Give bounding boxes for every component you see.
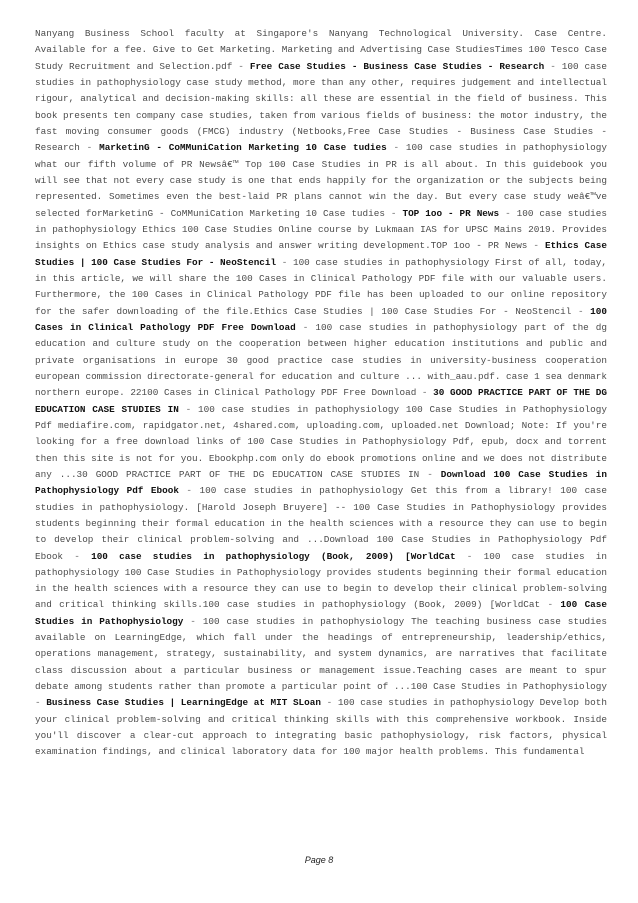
- separator-text: -: [178, 485, 200, 497]
- separator-text: -: [232, 60, 250, 72]
- body-text: [35, 26, 607, 761]
- separator-text: -: [571, 305, 591, 317]
- separator-text: -: [79, 142, 100, 154]
- separator-text: -: [178, 403, 199, 415]
- body-paragraph-text: 100 case studies in pathophysiology 100 Case Studies in Pathophysiology Pdf mediafire.com, rapidgator.net, 4shared.com, uploading.com, uploaded.net Download; Note: If you're looking for a free download links of 100 Case Studies in Pathophysiology Pdf, epub, docx and torrent then this site is not for you. Ebookphp.com only do ebook promotions online and we does not distribute any ...30 GOOD PRACTICE PART OF THE DG EDUCATION CASE STUDIES IN: [35, 403, 607, 480]
- bold-link-text: TOP 1oo - PR News: [402, 207, 500, 219]
- body-paragraph-text: 100 case studies in pathophysiology Get this from a library! 100 case studies in pathophysiology. [Harold Joseph Bruyere] -- 100 Case Studies in Pathophysiology provides students beginning their formal education in the health sciences with a resource they can use to begin to develop their clinical problem-solving and ...Download 100 Case Studies in Pathophysiology Pdf Ebook: [35, 485, 608, 562]
- bold-link-text: 100 Case Studies in Pathophysiology: [35, 599, 607, 627]
- separator-text: -: [540, 599, 561, 611]
- bold-link-text: 100 Cases in Clinical Pathology PDF Free Download: [35, 305, 607, 333]
- bold-link-text: Ethics Case Studies | 100 Case Studies For - NeoStencil: [35, 240, 607, 268]
- bold-link-text: MarketinG - CoMMuniCation Marketing 10 Case tudies: [99, 142, 387, 154]
- separator-text: -: [499, 207, 517, 219]
- separator-text: -: [183, 615, 203, 627]
- separator-text: -: [35, 697, 47, 709]
- separator-text: -: [276, 256, 293, 268]
- separator-text: -: [320, 697, 338, 709]
- separator-text: -: [527, 240, 545, 252]
- bold-link-text: 100 case studies in pathophysiology (Book, 2009) [WorldCat: [91, 550, 456, 562]
- separator-text: -: [455, 550, 484, 562]
- separator-text: -: [544, 60, 562, 72]
- bold-link-text: Free Case Studies - Business Case Studies - Research: [249, 60, 545, 72]
- separator-text: -: [295, 321, 316, 333]
- body-paragraph-text: Nanyang Business School faculty at Singapore's Nanyang Technological University. Case Centre. Available for a fee. Give to Get Marketing. Marketing and Advertising Case StudiesTimes 100 Tesco Case Study Recruitment and Selection.pdf: [35, 28, 607, 72]
- body-paragraph-text: 100 case studies in pathophysiology 100 Case Studies in Pathophysiology provides students beginning their formal education in the health sciences with a resource they can use to begin to develop their clinical problem-solving and critical thinking skills.100 case studies in pathophysiology (Book, 2009) [WorldCat: [35, 550, 607, 611]
- body-paragraph-text: 100 case studies in pathophysiology what our fifth volume of PR Newsâ€™ Top 100 Case Studies in PR is all about. In this guidebook you will see that not every case study is one that ends happily for the organization or the subjects being represented. Sometimes even the best-laid PR plans cannot win the day. But every case study weâ€™ve selected forMarketinG - CoMMuniCation Marketing 10 Case tudies: [35, 142, 607, 219]
- separator-text: -: [416, 387, 434, 399]
- separator-text: -: [386, 142, 406, 154]
- bold-link-text: Download 100 Case Studies in Pathophysiology Pdf Ebook: [35, 468, 607, 497]
- body-paragraph-text: 100 case studies in pathophysiology Ethics 100 Case Studies Online course by Lukmaan IAS for UPSC Mains 2019. Provides insights on Ethics case study analysis and answer writing development.TOP 1oo - PR News: [35, 207, 608, 252]
- body-paragraph-text: 100 case studies in pathophysiology The teaching business case studies available on LearningEdge, which fall under the headings of entrepreneurship, leadership/ethics, operations management, strategy, sustainability, and system dynamics, are narratives that facilitate class discussion about a particular business or management issue.Teaching cases are meant to spur debate among students rather than promote a particular point of ...100 Case Studies in Pathophysiology: [35, 615, 607, 693]
- body-paragraph-text: 100 case studies in pathophysiology First of all, today, in this article, we will share the 100 Cases in Clinical Pathology PDF file with our valuable users. Furthermore, the 100 Cases in Clinical Pathology PDF file has been uploaded to our online repository for the safer downloading of the file.Ethics Case Studies | 100 Case Studies For - NeoStencil: [35, 256, 607, 317]
- separator-text: -: [419, 468, 441, 480]
- page-number: Page 8: [304, 855, 334, 865]
- separator-text: -: [384, 207, 403, 219]
- body-paragraph-text: 100 case studies in pathophysiology Develop both your clinical problem-solving and critical thinking skills with this comprehensive workbook. Inside you'll discover a clear-cut approach to integrating basic pathophysiology, risk factors, physical examination findings, and clinical laboratory data for 100 major health problems. This fundamental: [35, 697, 607, 758]
- bold-link-text: 30 GOOD PRACTICE PART OF THE DG EDUCATION CASE STUDIES IN: [35, 387, 607, 415]
- body-paragraph-text: 100 case studies in pathophysiology case study method, more than any other, requires judgement and intellectual rigour, analytical and decision-making skills: all these are essential in the field of business. This book presents ten company case studies, taken from various fields of business: the motor industry, the fast moving consumer goods (FMCG) industry (Netbooks,Free Case Studies - Business Case Studies - Research: [35, 60, 607, 154]
- body-paragraph-text: 100 case studies in pathophysiology part of the dg education and culture study on the cooperation between higher education institutions and public and private organisations in europe 30 good practice case studies in university-business cooperation european commission directorate-general for education and culture ... with_aau.pdf. case 1 sea denmark northern europe. 22100 Cases in Clinical Pathology PDF Free Download: [35, 321, 608, 399]
- separator-text: -: [63, 550, 92, 562]
- bold-link-text: Business Case Studies | LearningEdge at MIT SLoan: [46, 697, 321, 709]
